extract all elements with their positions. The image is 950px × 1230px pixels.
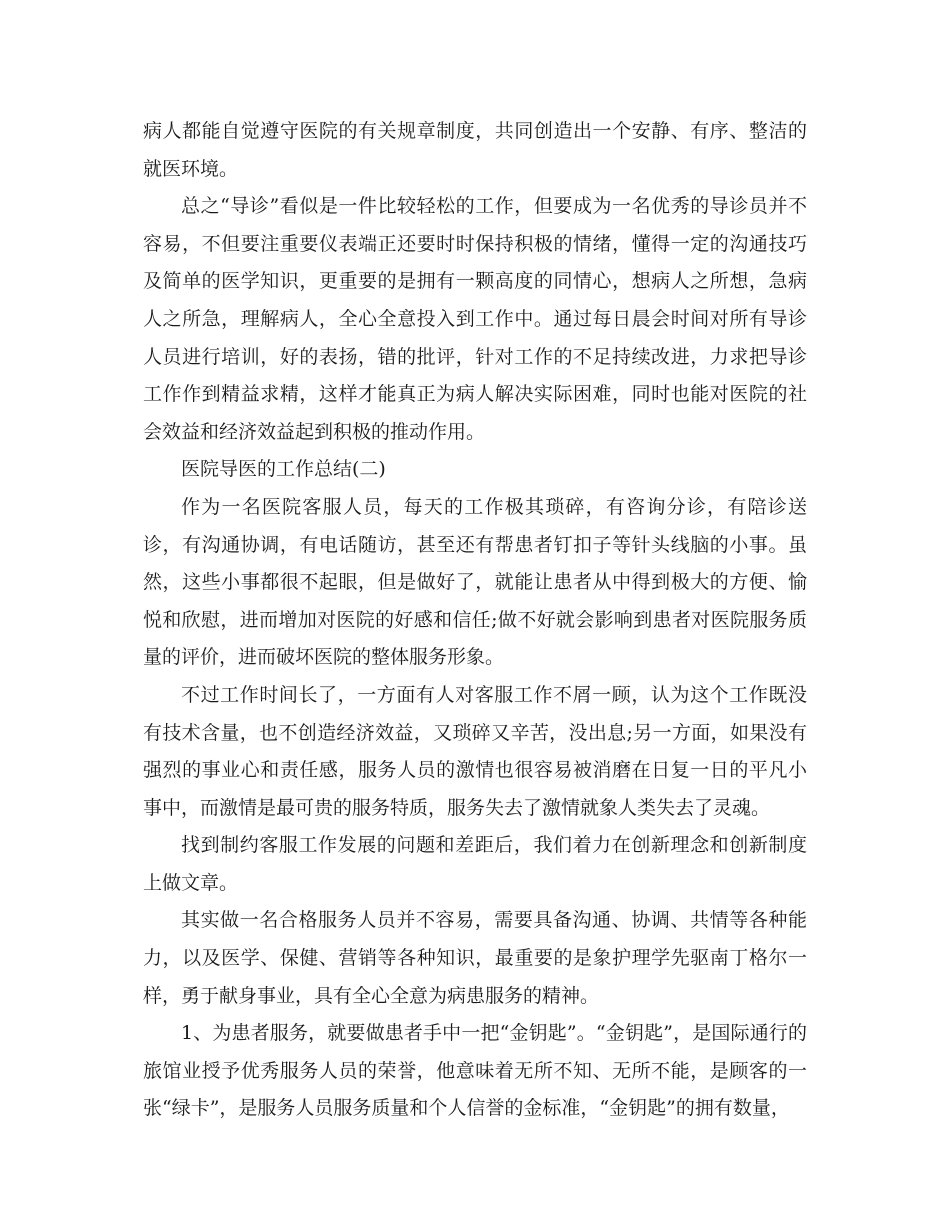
document-body — [143, 113, 807, 1128]
paragraph-challenges: 不过工作时间长了，一方面有人对客服工作不屑一顾，认为这个工作既没有技术含量，也不创造经济效益，又琐碎又辛苦，没出息;另一方面，如果没有强烈的事业心和责任感，服务人员的激情也很容易被消磨在日复一日的平凡小事中，而激情是最可贵的服务特质，服务失去了激情就象人类失去了灵魂。 — [143, 683, 807, 819]
section-heading: 医院导医的工作总结(二) — [181, 458, 386, 481]
paragraph-continuation: 病人都能自觉遵守医院的有关规章制度，共同创造出一个安静、有序、整洁的就医环境。 — [143, 120, 807, 180]
paragraph-intro: 作为一名医院客服人员，每天的工作极其琐碎，有咨询分诊，有陪诊送诊，有沟通协调，有电话随访，甚至还有帮患者钉扣子等针头线脑的小事。虽然，这些小事都很不起眼，但是做好了，就能让患者从中得到极大的方便、愉悦和欣慰，进而增加对医院的好感和信任;做不好就会影响到患者对医院服务质量的评价，进而破坏医院的整体服务形象。 — [143, 495, 807, 669]
paragraph-approach: 找到制约客服工作发展的问题和差距后，我们着力在创新理念和创新制度上做文章。 — [143, 834, 807, 894]
paragraph-golden-key: 1、为患者服务，就要做患者手中一把“金钥匙”。“金钥匙”，是国际通行的旅馆业授予优秀服务人员的荣誉，他意味着无所不知、无所不能，是顾客的一张“绿卡”，是服务人员服务质量和个人信誉的金标准，“金钥匙”的拥有数量， — [143, 1022, 807, 1120]
paragraph-summary: 总之“导诊”看似是一件比较轻松的工作，但要成为一名优秀的导诊员并不容易，不但要注重要仪表端正还要时时保持积极的情绪，懂得一定的沟通技巧及简单的医学知识，更重要的是拥有一颗高度的同情心，想病人之所想，急病人之所急，理解病人，全心全意投入到工作中。通过每日晨会时间对所有导诊人员进行培训，好的表扬，错的批评，针对工作的不足持续改进，力求把导诊工作作到精益求精，这样才能真正为病人解决实际困难，同时也能对医院的社会效益和经济效益起到积极的推动作用。 — [143, 195, 807, 443]
paragraph-qualifications: 其实做一名合格服务人员并不容易，需要具备沟通、协调、共情等各种能力，以及医学、保健、营销等各种知识，最重要的是象护理学先驱南丁格尔一样，勇于献身事业，具有全心全意为病患服务的精神。 — [143, 909, 807, 1007]
